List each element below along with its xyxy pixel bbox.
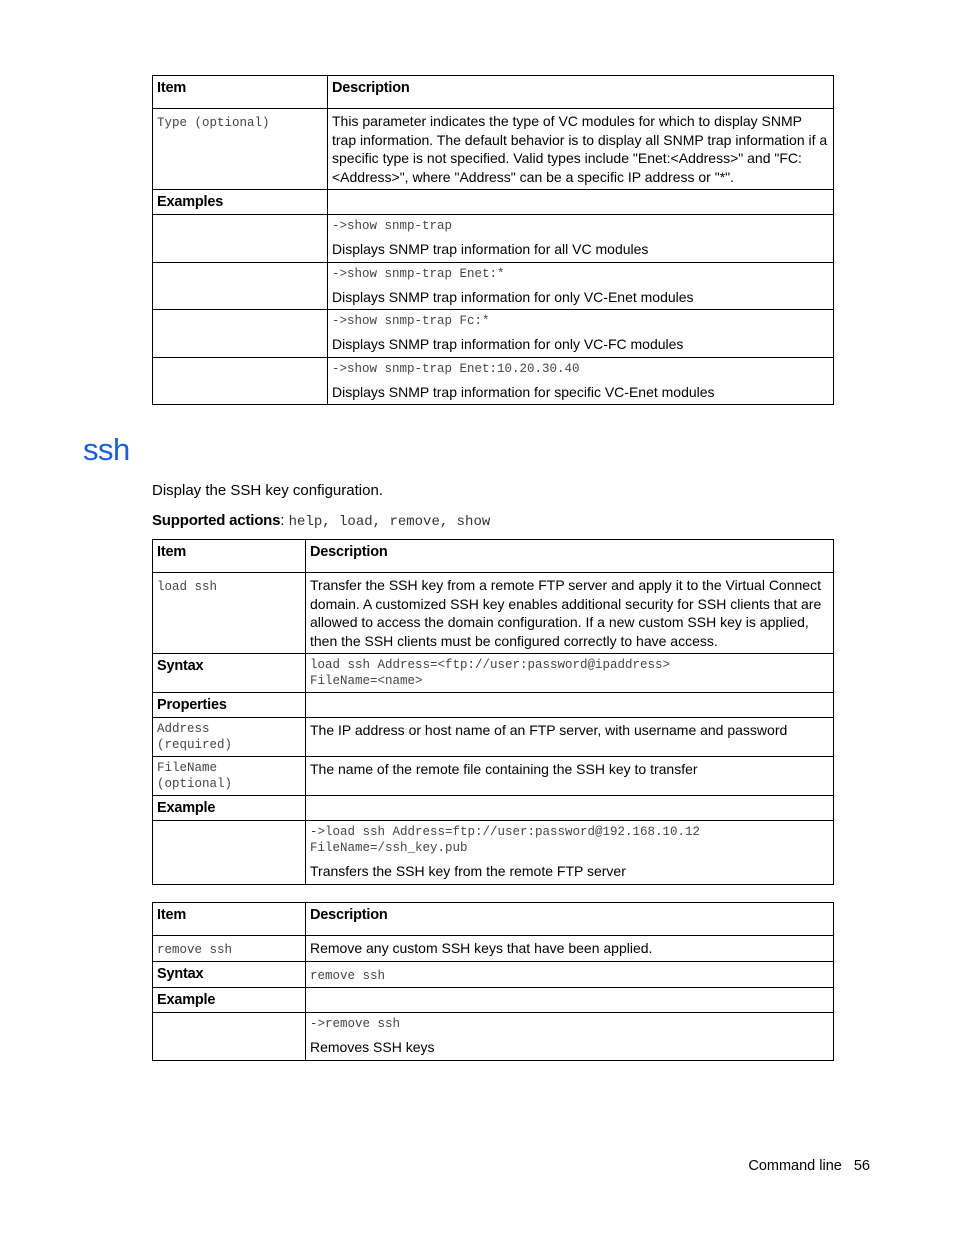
table-row <box>153 654 834 693</box>
example-command: ->show snmp-trap <box>332 219 453 233</box>
example-text: Displays SNMP trap information for specific VC-Enet modules <box>332 383 715 400</box>
examples-label: Examples <box>153 190 328 215</box>
table-header-row <box>153 540 834 573</box>
description-cell: Transfer the SSH key from a remote FTP server and apply it to the Virtual Connect domain. A customized SSH key enables additional security for SSH clients that are allowed to access the domain configuration. If a new custom SSH key is applied, then the SSH clients must be configured correctly to have access. <box>306 573 834 654</box>
remove-ssh-table <box>152 902 834 1061</box>
description-cell: This parameter indicates the type of VC modules for which to display SNMP trap information. The default behavior is to display all SNMP trap information if a specific type is not specified. Valid types include "Enet:<Address>" and "FC:<Address>", where "Address" can be a specific IP address or "*". <box>328 109 834 190</box>
empty-cell <box>153 310 328 358</box>
example-text: Displays SNMP trap information for only VC-Enet modules <box>332 288 694 305</box>
example-cell <box>306 1013 834 1061</box>
property-name: FileName <box>157 761 218 775</box>
example-cell <box>328 310 834 358</box>
item-code: load ssh <box>157 580 218 594</box>
property-qualifier: (required) <box>157 738 233 752</box>
item-code: remove ssh <box>157 943 233 957</box>
section-title: ssh <box>83 432 130 467</box>
empty-cell <box>153 357 328 405</box>
example-cell <box>306 821 834 885</box>
syntax-cell <box>306 654 834 693</box>
example-cell <box>328 262 834 310</box>
table-row <box>153 693 834 718</box>
table-row <box>153 262 834 310</box>
example-label: Example <box>153 796 306 821</box>
table-row <box>153 988 834 1013</box>
header-description: Description <box>306 903 834 936</box>
property-name: Address <box>157 722 210 736</box>
example-command: ->show snmp-trap Fc:* <box>332 314 490 328</box>
table-row <box>153 215 834 263</box>
syntax-line: FileName=<name> <box>310 674 423 688</box>
snmp-trap-table <box>152 75 834 405</box>
empty-cell <box>153 821 306 885</box>
section-intro: Display the SSH key configuration. <box>152 482 383 499</box>
header-description: Description <box>328 76 834 109</box>
table-row <box>153 962 834 988</box>
supported-actions-label: Supported actions <box>152 512 281 529</box>
footer-label: Command line <box>748 1158 842 1174</box>
table-row <box>153 757 834 796</box>
table-row <box>153 357 834 405</box>
syntax-label: Syntax <box>153 654 306 693</box>
item-code: Type (optional) <box>157 116 270 130</box>
example-command: ->load ssh Address=ftp://user:password@192.168.10.12 <box>310 825 701 839</box>
supported-actions-value: help, load, remove, show <box>288 514 491 530</box>
syntax-label: Syntax <box>153 962 306 988</box>
header-item: Item <box>153 76 328 109</box>
table-row <box>153 573 834 654</box>
table-row <box>153 821 834 885</box>
empty-cell <box>153 1013 306 1061</box>
syntax-line: remove ssh <box>310 969 386 983</box>
load-ssh-table <box>152 539 834 885</box>
supported-actions-separator: : <box>280 512 289 529</box>
example-cell <box>328 215 834 263</box>
example-text: Transfers the SSH key from the remote FTP server <box>310 863 626 879</box>
example-text: Removes SSH keys <box>310 1039 435 1055</box>
header-description: Description <box>306 540 834 573</box>
item-cell <box>153 109 328 190</box>
header-item: Item <box>153 903 306 936</box>
item-cell <box>153 936 306 962</box>
property-description: The name of the remote file containing the SSH key to transfer <box>306 757 834 796</box>
supported-actions <box>152 512 490 530</box>
example-text: Displays SNMP trap information for only VC-FC modules <box>332 336 684 352</box>
table-row <box>153 936 834 962</box>
syntax-cell <box>306 962 834 988</box>
empty-cell <box>306 693 834 718</box>
empty-cell <box>306 988 834 1013</box>
table-header-row <box>153 903 834 936</box>
example-command: ->remove ssh <box>310 1017 401 1031</box>
example-label: Example <box>153 988 306 1013</box>
table-row <box>153 109 834 190</box>
empty-cell <box>153 215 328 263</box>
table-row <box>153 310 834 358</box>
item-cell <box>153 573 306 654</box>
page-number: 56 <box>853 1158 870 1174</box>
table-row <box>153 718 834 757</box>
empty-cell <box>328 190 834 215</box>
table-header-row <box>153 76 834 109</box>
syntax-line: load ssh Address=<ftp://user:password@ipaddress> <box>310 658 671 672</box>
empty-cell <box>306 796 834 821</box>
example-command: ->show snmp-trap Enet:* <box>332 266 505 281</box>
property-name-cell <box>153 757 306 796</box>
table-row <box>153 1013 834 1061</box>
table-row <box>153 796 834 821</box>
example-command: FileName=/ssh_key.pub <box>310 841 468 855</box>
example-cell <box>328 357 834 405</box>
properties-label: Properties <box>153 693 306 718</box>
property-description: The IP address or host name of an FTP server, with username and password <box>306 718 834 757</box>
property-qualifier: (optional) <box>157 777 233 791</box>
page-footer <box>748 1158 870 1174</box>
description-cell: Remove any custom SSH keys that have been applied. <box>306 936 834 962</box>
example-text: Displays SNMP trap information for all VC modules <box>332 241 649 257</box>
property-name-cell <box>153 718 306 757</box>
empty-cell <box>153 262 328 310</box>
header-item: Item <box>153 540 306 573</box>
table-row <box>153 190 834 215</box>
example-command: ->show snmp-trap Enet:10.20.30.40 <box>332 361 580 376</box>
